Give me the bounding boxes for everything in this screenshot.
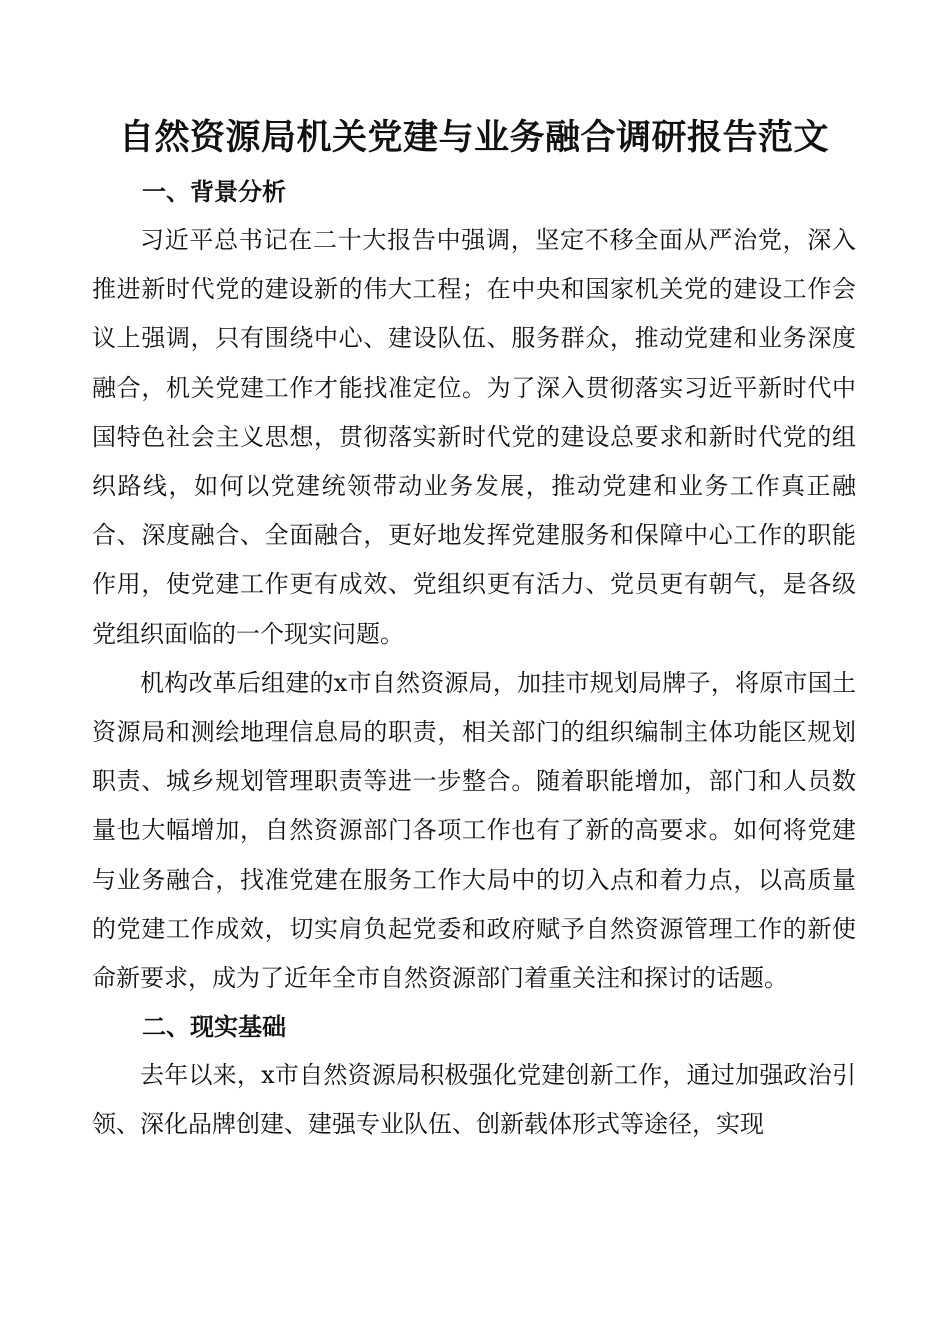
document-page [92, 112, 856, 1150]
document-title: 自然资源局机关党建与业务融合调研报告范文 [118, 118, 829, 158]
section-heading-foundation: 二、现实基础 [142, 1013, 286, 1042]
paragraph: 习近平总书记在二十大报告中强调，坚定不移全面从严治党，深入推进新时代党的建设新的伟大工程；在中央和国家机关党的建设工作会议上强调，只有围绕中心、建设队伍、服务群众，推动党建和业务深度融合，机关党建工作才能找准定位。为了深入贯彻落实习近平新时代中国特色社会主义思想，贯彻落实新时代党的建设总要求和新时代党的组织路线，如何以党建统领带动业务发展，推动党建和业务工作真正融合、深度融合、全面融合，更好地发挥党建服务和保障中心工作的职能作用，使党建工作更有成效、党组织更有活力、党员更有朝气，是各级党组织面临的一个现实问题。 [92, 226, 856, 648]
paragraph: 去年以来，x市自然资源局积极强化党建创新工作，通过加强政治引领、深化品牌创建、建强专业队伍、创新载体形式等途径，实现 [92, 1061, 856, 1139]
section-heading-background: 一、背景分析 [142, 178, 286, 206]
paragraph: 机构改革后组建的x市自然资源局，加挂市规划局牌子，将原市国土资源局和测绘地理信息局的职责，相关部门的组织编制主体功能区规划职责、城乡规划管理职责等进一步整合。随着职能增加，部门和人员数量也大幅增加，自然资源部门各项工作也有了新的高要求。如何将党建与业务融合，找准党建在服务工作大局中的切入点和着力点，以高质量的党建工作成效，切实肩负起党委和政府赋予自然资源管理工作的新使命新要求，成为了近年全市自然资源部门着重关注和探讨的话题。 [92, 668, 856, 993]
